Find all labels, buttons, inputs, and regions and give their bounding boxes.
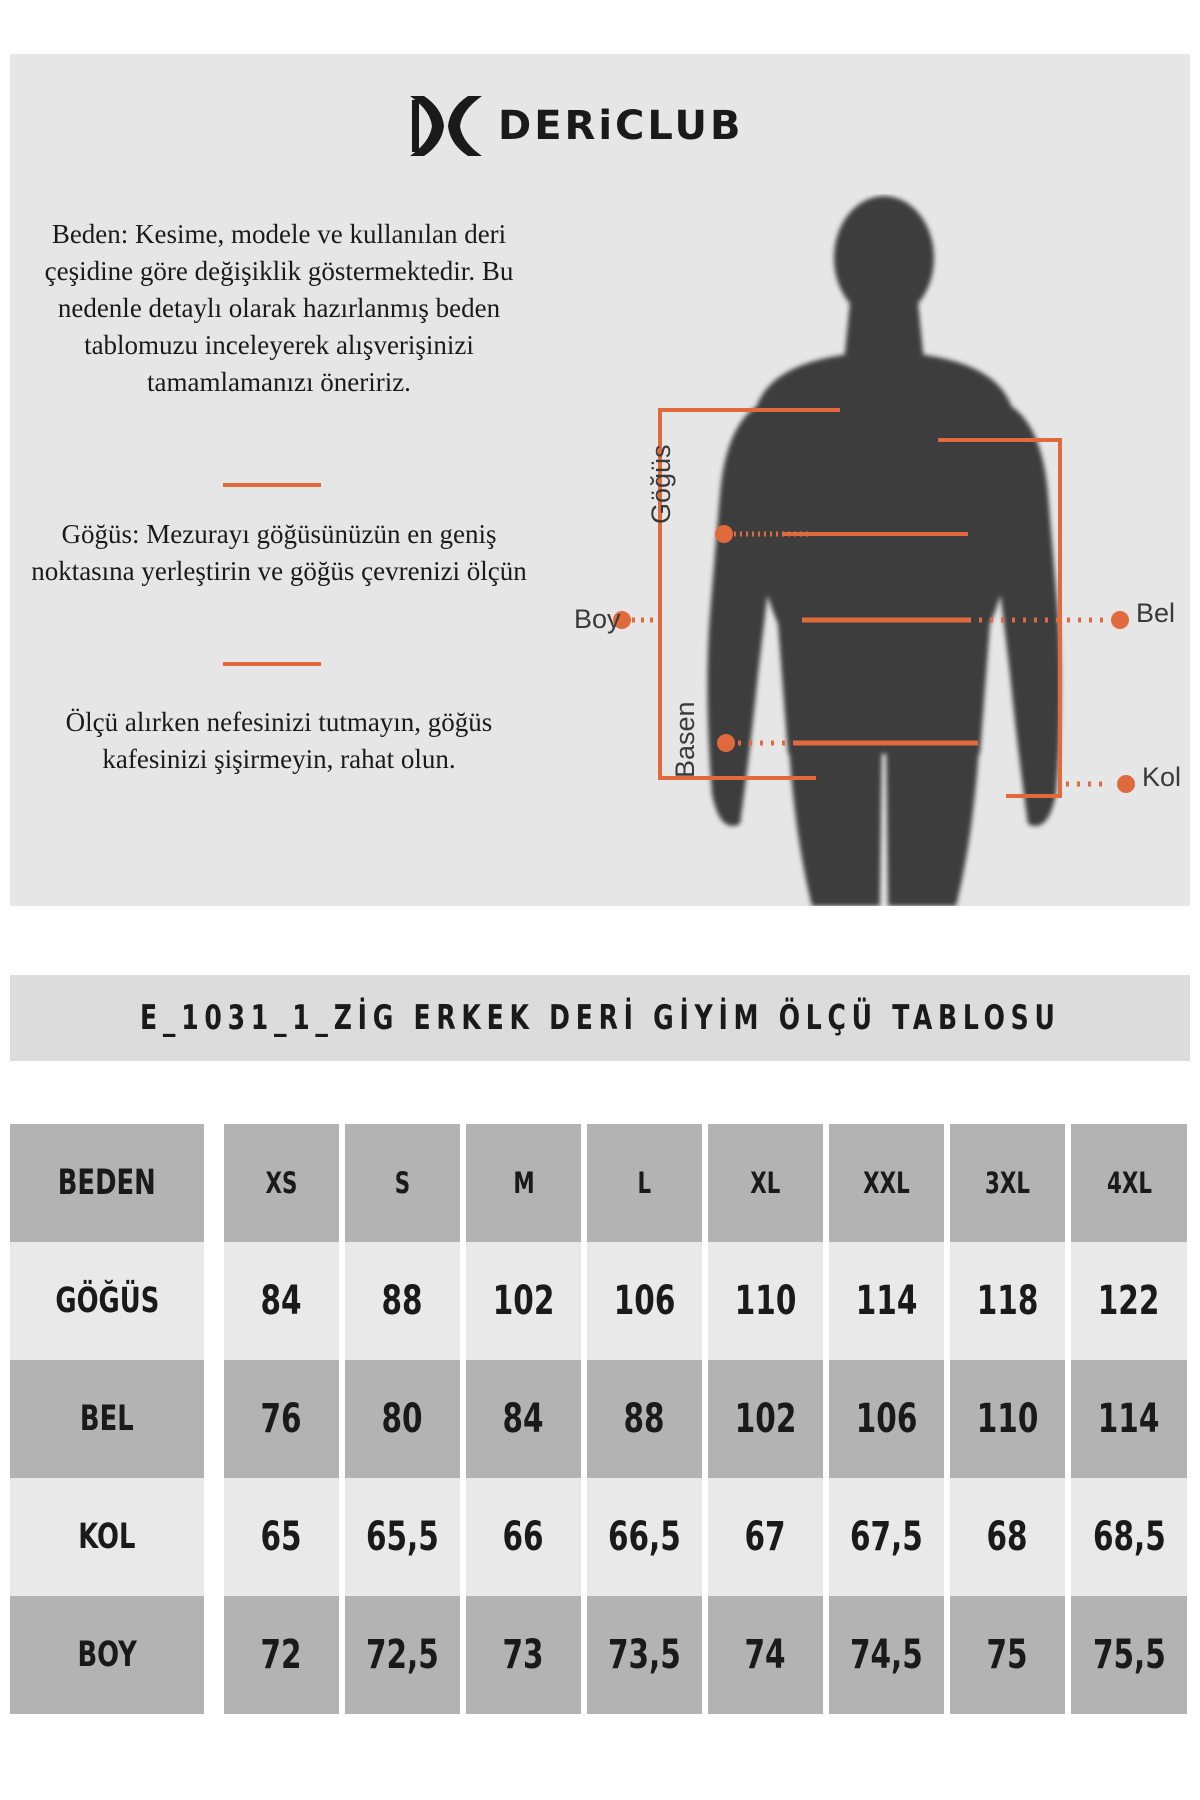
value-cell: 74,5 — [829, 1596, 944, 1714]
kol-dot — [1117, 775, 1135, 793]
value-cell: 75 — [950, 1596, 1065, 1714]
value-cell: 106 — [829, 1360, 944, 1478]
value-cell: 88 — [345, 1242, 460, 1360]
basen-dot — [717, 734, 735, 752]
value-cell: 110 — [708, 1242, 823, 1360]
header-size-cell: S — [345, 1124, 460, 1242]
value-cell: 65 — [224, 1478, 339, 1596]
value-cell: 66 — [466, 1478, 581, 1596]
value-cell: 73,5 — [587, 1596, 702, 1714]
value-cell: 65,5 — [345, 1478, 460, 1596]
value-cell: 110 — [950, 1360, 1065, 1478]
label-boy: Boy — [574, 604, 621, 634]
row-label-cell: GÖĞÜS — [10, 1242, 204, 1360]
info-paragraph-size: Beden: Kesime, modele ve kullanılan deri çeşidine göre değişiklik göstermektedir. Bu nedenle detaylı olarak hazırlanmış beden tablomuzu inceleyerek alışverişinizi tamamlamanızı öneririz. — [44, 219, 514, 397]
table-row-boy — [10, 1596, 1190, 1714]
body-silhouette — [550, 194, 1190, 906]
value-cell: 84 — [224, 1242, 339, 1360]
dericlub-logo-icon — [408, 94, 484, 158]
value-cell: 68,5 — [1071, 1478, 1187, 1596]
header-size-cell: M — [466, 1124, 581, 1242]
value-cell: 72 — [224, 1596, 339, 1714]
header-size-cell: XL — [708, 1124, 823, 1242]
table-header-row — [10, 1124, 1190, 1242]
header-size-cell: 4XL — [1071, 1124, 1187, 1242]
info-panel — [10, 54, 1190, 906]
gogus-dot — [715, 525, 733, 543]
value-cell: 66,5 — [587, 1478, 702, 1596]
label-basen: Basen — [670, 701, 700, 778]
value-cell: 74 — [708, 1596, 823, 1714]
value-cell: 72,5 — [345, 1596, 460, 1714]
size-chart-title-bar — [10, 975, 1190, 1061]
row-label-cell: KOL — [10, 1478, 204, 1596]
value-cell: 76 — [224, 1360, 339, 1478]
divider — [223, 483, 321, 487]
header-size-cell: XS — [224, 1124, 339, 1242]
header-label-cell: BEDEN — [10, 1124, 204, 1242]
value-cell: 102 — [466, 1242, 581, 1360]
value-cell: 114 — [1071, 1360, 1187, 1478]
row-label-cell: BOY — [10, 1596, 204, 1714]
measurement-figure — [550, 194, 1190, 906]
info-paragraph-chest: Göğüs: Mezurayı göğüsünüzün en geniş noktasına yerleştirin ve göğüs çevrenizi ölçün — [31, 519, 527, 586]
brand-logo — [408, 94, 743, 158]
table-row-bel — [10, 1360, 1190, 1478]
info-paragraph-tip: Ölçü alırken nefesinizi tutmayın, göğüs kafesinizi şişirmeyin, rahat olun. — [65, 707, 493, 774]
value-cell: 118 — [950, 1242, 1065, 1360]
label-kol: Kol — [1142, 762, 1182, 792]
value-cell: 84 — [466, 1360, 581, 1478]
row-label-cell: BEL — [10, 1360, 204, 1478]
value-cell: 68 — [950, 1478, 1065, 1596]
value-cell: 114 — [829, 1242, 944, 1360]
value-cell: 75,5 — [1071, 1596, 1187, 1714]
size-chart-title: E_1031_1_ZİG ERKEK DERİ GİYİM ÖLÇÜ TABLOSU — [139, 998, 1061, 1038]
value-cell: 102 — [708, 1360, 823, 1478]
table-row-gogus — [10, 1242, 1190, 1360]
size-table — [10, 1124, 1190, 1714]
value-cell: 67,5 — [829, 1478, 944, 1596]
value-cell: 73 — [466, 1596, 581, 1714]
header-size-cell: L — [587, 1124, 702, 1242]
value-cell: 88 — [587, 1360, 702, 1478]
label-bel: Bel — [1136, 598, 1176, 628]
header-size-cell: XXL — [829, 1124, 944, 1242]
divider — [223, 662, 321, 666]
silhouette-shape — [707, 196, 1060, 906]
brand-name: DERiCLUB — [498, 103, 744, 149]
label-gogus: Göğüs — [646, 444, 676, 524]
value-cell: 122 — [1071, 1242, 1187, 1360]
value-cell: 67 — [708, 1478, 823, 1596]
bel-dot — [1111, 611, 1129, 629]
table-row-kol — [10, 1478, 1190, 1596]
value-cell: 80 — [345, 1360, 460, 1478]
value-cell: 106 — [587, 1242, 702, 1360]
header-size-cell: 3XL — [950, 1124, 1065, 1242]
